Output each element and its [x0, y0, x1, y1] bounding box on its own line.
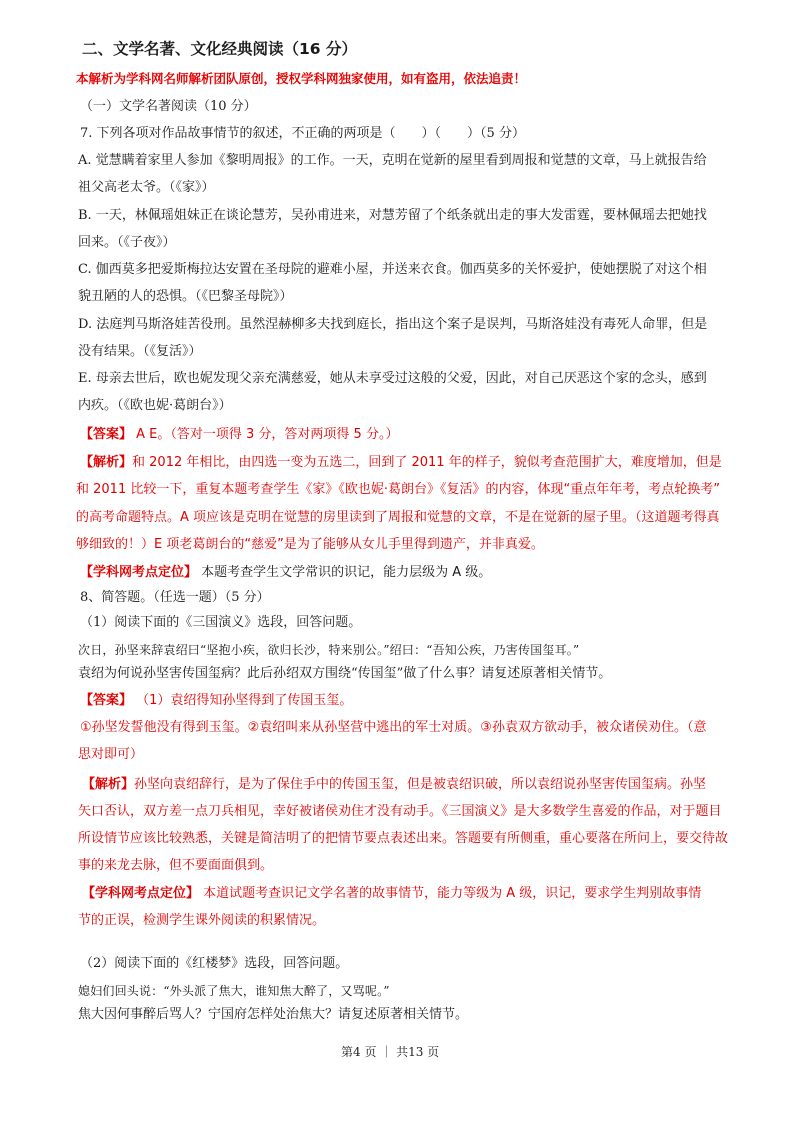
- q8-sub2-question: 焦大因何事醉后骂人？宁国府怎样处治焦大？请复述原著相关情节。: [78, 1007, 469, 1022]
- q7-option-c-line2: 貌丑陋的人的恐惧。（《巴黎圣母院》）: [78, 289, 293, 304]
- q7-option-e-line1: E. 母亲去世后，欧也妮发现父亲充满慈爱，她从未享受过这般的父爱，因此，对自己厌恶这个家的念头，感到: [78, 371, 707, 386]
- point-text: 本道试题考查识记文学名著的故事情节，能力等级为 A 级，识记，要求学生判别故事情: [199, 886, 702, 901]
- answer-tag: 【答案】: [80, 693, 133, 708]
- q7-option-d-line2: 没有结果。（《复活》）: [78, 344, 202, 359]
- q7-point: [80, 564, 491, 582]
- q7-option-b-line1: B. 一天，林佩瑶姐妹正在谈论慧芳，吴孙甫进来，对慧芳留了个纸条就出走的事大发雷霆，要林佩瑶去把她找: [78, 208, 707, 223]
- q7-analysis-line3: 的高考命题特点。A 项应该是克明在觉慧的房里读到了周报和觉慧的文章，不是在觉新的屋子里。（这道题考得真: [76, 510, 720, 525]
- q8-sub1-question: 袁绍为何说孙坚害传国玺病？此后孙绍双方围绕“传国玺”做了什么事？请复述原著相关情节。: [78, 666, 612, 681]
- q8-sub1-analysis-line1: [82, 776, 706, 794]
- q7-option-c-line1: C. 伽西莫多把爱斯梅拉达安置在圣母院的避难小屋，并送来衣食。伽西莫多的关怀爱护，使她摆脱了对这个相: [78, 262, 707, 277]
- q7-analysis-line2: 和 2011 比较一下，重复本题考查学生《家》《欧也妮·葛朗台》《复活》的内容，体现“重点年年考，考点轮换考”: [76, 482, 720, 497]
- q8-sub1-point-line2: 节的正误，检测学生课外阅读的积累情况。: [78, 913, 326, 928]
- q8-sub1-analysis-line3: 所设情节应该比较熟悉，关键是简洁明了的把情节要点表述出来。答题要有所侧重，重心要落在所问上，要交待故: [78, 831, 729, 846]
- q7-option-b-line2: 回来。（《子夜》）: [78, 235, 176, 250]
- q8-sub1-point-line1: [82, 885, 701, 903]
- point-tag: 【学科网考点定位】: [82, 886, 200, 901]
- answer-text: （1）袁绍得知孙坚得到了传国玉玺。: [136, 693, 353, 708]
- q7-option-a-line2: 祖父高老太爷。（《家》）: [78, 180, 215, 195]
- q8-stem: 8、简答题。（任选一题）（5 分）: [80, 590, 270, 605]
- q8-sub1-analysis-line4: 事的来龙去脉，但不要面面俱到。: [78, 858, 274, 873]
- analysis-tag: 【解析】: [82, 777, 135, 792]
- q8-sub1-answer-line2: ①孙坚发誓他没有得到玉玺。②袁绍叫来从孙坚营中逃出的军士对质。③孙袁双方欲动手，被众诸侯劝住。（意: [80, 720, 707, 735]
- point-tag: 【学科网考点定位】: [80, 565, 198, 580]
- analysis-text: 和 2012 年相比，由四选一变为五选二，回到了 2011 年的样子，貌似考查范围扩大，难度增加，但是: [132, 455, 722, 470]
- answer-tag: 【答案】: [80, 427, 133, 442]
- section-title: 二、文学名著、文化经典阅读（16 分）: [82, 40, 357, 58]
- q7-option-a-line1: A. 觉慧瞒着家里人参加《黎明周报》的工作。一天，克明在觉新的屋里看到周报和觉慧的文章，马上就报告给: [78, 153, 707, 168]
- answer-text: A E。（答对一项得 3 分，答对两项得 5 分。）: [132, 427, 399, 442]
- q8-sub1-answer: [80, 692, 352, 710]
- copyright-notice: 本解析为学科网名师解析团队原创，授权学科网独家使用，如有盗用，依法追责！: [76, 71, 527, 86]
- q7-analysis-line1: [80, 454, 722, 472]
- page-footer: 第4 页 ｜ 共13 页: [341, 1045, 440, 1059]
- q7-stem: 7. 下列各项对作品故事情节的叙述，不正确的两项是（ ）（ ）（5 分）: [80, 126, 525, 141]
- q8-sub2-excerpt: 媳妇们回头说：“外头派了焦大，谁知焦大醉了，又骂呢。”: [78, 984, 390, 998]
- q7-option-d-line1: D. 法庭判马斯洛娃苦役刑。虽然涅赫柳多夫找到庭长，指出这个案子是误判，马斯洛娃没有毒死人命罪，但是: [78, 317, 708, 332]
- analysis-text: 孙坚向袁绍辞行，是为了保住手中的传国玉玺，但是被袁绍识破，所以袁绍说孙坚害传国玺病。孙坚: [134, 777, 707, 792]
- point-text: 本题考查学生文学常识的识记，能力层级为 A 级。: [197, 565, 492, 580]
- part-heading: （一）文学名著阅读（10 分）: [80, 99, 257, 114]
- q8-sub1-analysis-line2: 矢口否认，双方差一点刀兵相见，幸好被诸侯劝住才没有动手。《三国演义》是大多数学生喜爱的作品，对于题目: [78, 804, 722, 819]
- q7-analysis-line4: 够细致的！）E 项老葛朗台的“慈爱”是为了能够从女儿手里得到遗产，并非真爱。: [76, 537, 544, 552]
- q8-sub1-prompt: （1）阅读下面的《三国演义》选段，回答问题。: [80, 615, 362, 630]
- q8-sub1-excerpt: 次日，孙坚来辞袁绍曰“坚抱小疾，欲归长沙，特来别公。”绍曰：“吾知公疾，乃害传国玺耳。”: [78, 643, 580, 657]
- q8-sub2-prompt: （2）阅读下面的《红楼梦》选段，回答问题。: [80, 956, 349, 971]
- q8-sub1-answer-line3: 思对即可）: [78, 747, 144, 762]
- analysis-tag: 【解析】: [80, 455, 133, 470]
- q7-option-e-line2: 内疚。（《欧也妮·葛朗台》）: [78, 398, 232, 413]
- q7-answer: [80, 426, 398, 444]
